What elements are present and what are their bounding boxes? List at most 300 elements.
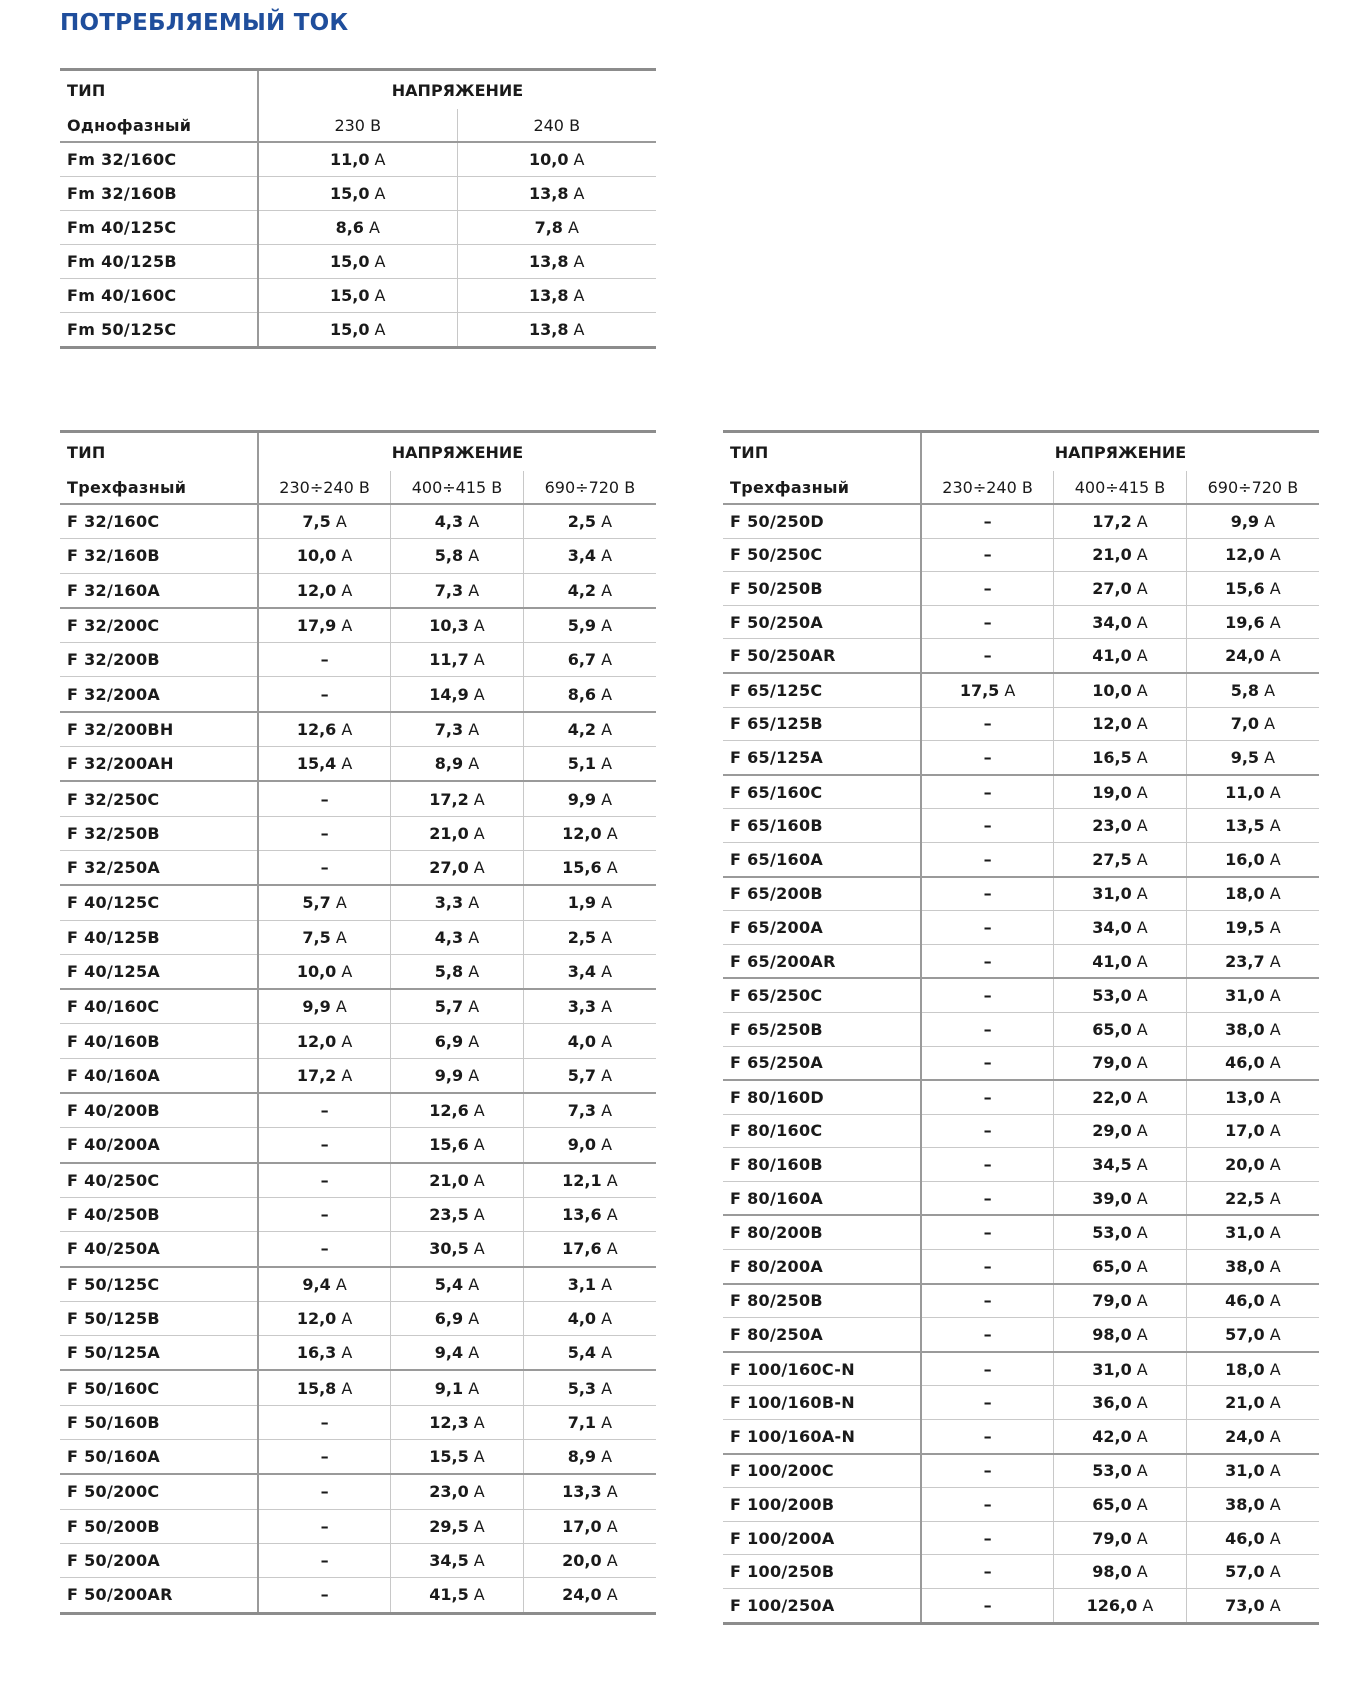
current-value: 13,8 (528, 184, 569, 203)
current-value-cell (258, 989, 391, 1024)
pump-model-cell: F 50/160B (60, 1405, 258, 1439)
current-value: – (983, 511, 992, 531)
current-value: 5,1 (567, 754, 597, 774)
current-value: – (983, 1359, 992, 1379)
current-value-cell (1054, 1420, 1187, 1454)
current-unit: A (1264, 951, 1281, 971)
current-value: 4,2 (567, 719, 597, 739)
current-value-cell (523, 677, 656, 712)
current-value-cell (523, 1370, 656, 1405)
current-value: 18,0 (1225, 1359, 1265, 1379)
current-value-cell (391, 885, 524, 920)
table-row (723, 944, 1319, 978)
current-value-cell (523, 1474, 656, 1509)
current-value-cell (921, 1589, 1054, 1624)
current-value: 13,0 (1225, 1087, 1265, 1107)
pump-model-cell: F 65/250B (723, 1012, 921, 1046)
current-value: – (983, 1393, 992, 1413)
current-value: 9,9 (302, 997, 331, 1017)
table-row (723, 1521, 1319, 1555)
current-unit: A (336, 580, 353, 600)
current-value: – (983, 884, 992, 904)
phase-type-label: Трехфазный (60, 471, 258, 504)
current-value-cell (258, 1301, 391, 1335)
table-subheader-row (60, 471, 656, 504)
current-value: – (983, 951, 992, 971)
current-value-cell (523, 1405, 656, 1439)
current-value-cell (921, 639, 1054, 673)
current-unit: A (596, 650, 613, 670)
table-row (723, 639, 1319, 673)
current-value: 16,0 (1225, 849, 1265, 869)
current-unit: A (468, 1239, 485, 1259)
pump-model-cell: F 50/125A (60, 1336, 258, 1371)
current-value: – (983, 849, 992, 869)
pump-model-cell: F 40/125A (60, 954, 258, 989)
pump-model-cell: F 32/200B (60, 643, 258, 677)
current-value-cell (391, 1163, 524, 1198)
table-row (723, 1352, 1319, 1386)
current-value: 12,6 (296, 719, 337, 739)
current-unit: A (369, 150, 386, 169)
current-unit: A (1131, 1291, 1148, 1311)
current-unit: A (601, 1585, 618, 1605)
current-unit: A (1131, 545, 1148, 565)
current-value-cell (1186, 944, 1319, 978)
current-value-cell (1054, 1352, 1187, 1386)
current-value: 9,9 (567, 789, 597, 809)
current-value: 65,0 (1092, 1495, 1132, 1515)
pump-model-cell: F 40/160C (60, 989, 258, 1024)
current-unit: A (468, 684, 485, 704)
table-row (60, 177, 656, 211)
current-unit: A (1131, 1528, 1148, 1548)
current-value-cell (258, 539, 391, 573)
current-value-cell (1054, 1148, 1187, 1182)
current-value-cell (1186, 538, 1319, 572)
current-value: 19,0 (1092, 782, 1132, 802)
current-value: 57,0 (1225, 1325, 1265, 1345)
table-row (723, 1250, 1319, 1284)
current-value: 21,0 (1092, 545, 1132, 565)
current-unit: A (468, 1516, 485, 1536)
current-unit: A (1131, 1155, 1148, 1175)
current-unit: A (1131, 1562, 1148, 1582)
current-value: 5,7 (567, 1065, 597, 1085)
current-unit: A (1264, 816, 1281, 836)
current-unit: A (1137, 1595, 1154, 1615)
current-unit: A (1131, 1087, 1148, 1107)
current-value: 7,3 (567, 1101, 597, 1121)
table-row (60, 573, 656, 608)
current-value: 2,5 (567, 927, 597, 947)
current-value: – (983, 1188, 992, 1208)
current-unit: A (468, 1482, 485, 1502)
table-row (60, 850, 656, 885)
pump-model-cell: F 50/200B (60, 1509, 258, 1543)
current-value: 16,3 (296, 1343, 337, 1363)
current-unit: A (468, 1205, 485, 1225)
current-unit: A (468, 1170, 485, 1190)
pump-model-cell: F 65/250A (723, 1046, 921, 1080)
current-unit: A (1264, 1426, 1281, 1446)
type-header: ТИП (730, 442, 769, 462)
current-value: 126,0 (1086, 1595, 1138, 1615)
table-row (60, 816, 656, 850)
current-value: – (320, 1585, 329, 1605)
current-value: – (320, 1482, 329, 1502)
current-value-cell (1186, 1488, 1319, 1522)
current-unit: A (568, 150, 585, 169)
current-value: 6,7 (567, 650, 597, 670)
current-value-cell (1054, 1114, 1187, 1148)
current-value-cell (1054, 1215, 1187, 1249)
current-value: 21,0 (1225, 1393, 1265, 1413)
current-value: 13,6 (562, 1205, 602, 1225)
current-unit: A (1264, 1223, 1281, 1243)
current-value-cell (523, 1128, 656, 1163)
current-value-cell (921, 809, 1054, 843)
current-unit: A (363, 218, 380, 237)
table-row (60, 1232, 656, 1267)
pump-model-cell: Fm 40/125C (60, 211, 258, 245)
current-value-cell (921, 944, 1054, 978)
current-value-cell (457, 279, 656, 313)
current-unit: A (1264, 1155, 1281, 1175)
current-value-cell (1054, 1318, 1187, 1352)
current-value-cell (921, 1148, 1054, 1182)
current-value-cell (1054, 741, 1187, 775)
current-unit: A (1131, 782, 1148, 802)
table-row (60, 245, 656, 279)
current-unit: A (601, 1516, 618, 1536)
current-value: 4,2 (567, 580, 597, 600)
current-value-cell (1054, 605, 1187, 639)
current-value-cell (457, 313, 656, 348)
current-value: – (983, 1256, 992, 1276)
current-value: 3,4 (567, 962, 597, 981)
current-value-cell (1054, 944, 1187, 978)
current-unit: A (1264, 578, 1281, 598)
current-value: 17,2 (429, 789, 469, 809)
current-value: 46,0 (1225, 1528, 1265, 1548)
current-value-cell (1186, 1046, 1319, 1080)
table-row (723, 911, 1319, 945)
current-value: 5,8 (1230, 680, 1260, 700)
current-value-cell (523, 1336, 656, 1371)
current-value-cell (523, 539, 656, 573)
current-value-cell (523, 1440, 656, 1475)
pump-model-cell: F 50/125C (60, 1267, 258, 1302)
current-value-cell (391, 1267, 524, 1302)
current-value-cell (258, 920, 391, 954)
pump-model-cell: F 32/200BH (60, 712, 258, 747)
current-value-cell (258, 1370, 391, 1405)
current-unit: A (336, 1308, 353, 1328)
pump-model-cell: F 32/160C (60, 504, 258, 539)
current-value: – (983, 1426, 992, 1446)
current-value-cell (258, 1232, 391, 1267)
current-value-cell (391, 712, 524, 747)
current-value-cell (258, 1578, 391, 1613)
current-value: – (983, 1595, 992, 1615)
current-value: – (983, 578, 992, 598)
current-unit: A (1264, 1053, 1281, 1073)
current-unit: A (1131, 986, 1148, 1006)
type-header: ТИП (67, 80, 106, 100)
current-unit: A (596, 997, 613, 1017)
current-value-cell (258, 279, 457, 313)
current-value-cell (391, 747, 524, 782)
pump-model-cell: F 100/160C-N (723, 1352, 921, 1386)
current-value-cell (1186, 1318, 1319, 1352)
current-value-cell (1054, 1046, 1187, 1080)
current-value-cell (921, 504, 1054, 538)
current-value: – (983, 747, 992, 767)
current-value-cell (1186, 572, 1319, 606)
current-value: 15,0 (329, 184, 370, 203)
current-unit: A (463, 1031, 480, 1051)
current-value: 24,0 (562, 1585, 602, 1605)
pump-model-cell: F 40/160B (60, 1024, 258, 1058)
current-unit: A (1131, 849, 1148, 869)
table-row (60, 313, 656, 348)
current-value: 9,5 (1230, 747, 1260, 767)
voltage-column-header: 400÷415 В (1054, 471, 1187, 504)
current-value: 7,5 (302, 927, 331, 947)
current-value-cell (391, 573, 524, 608)
current-value-cell (391, 643, 524, 677)
current-value: 12,1 (562, 1170, 602, 1190)
current-unit: A (1264, 612, 1281, 632)
current-unit: A (596, 1412, 613, 1432)
current-value-cell (1186, 1114, 1319, 1148)
current-unit: A (1259, 680, 1276, 700)
pump-model-cell: Fm 32/160C (60, 142, 258, 177)
current-value: 22,0 (1092, 1087, 1132, 1107)
table-row (60, 920, 656, 954)
current-value: 42,0 (1092, 1426, 1132, 1446)
current-value: – (983, 714, 992, 734)
current-unit: A (596, 1274, 613, 1294)
current-unit: A (463, 754, 480, 774)
pump-model-cell: F 50/160C (60, 1370, 258, 1405)
current-value-cell (523, 816, 656, 850)
current-value-cell (391, 1474, 524, 1509)
current-value-cell (921, 1284, 1054, 1318)
current-value: 14,9 (429, 684, 469, 704)
current-value-cell (391, 1543, 524, 1577)
pump-model-cell: F 40/250B (60, 1197, 258, 1231)
current-unit: A (336, 1031, 353, 1051)
current-unit: A (1131, 1188, 1148, 1208)
current-unit: A (596, 1065, 613, 1085)
current-value: 5,8 (434, 546, 464, 566)
current-value: 5,9 (567, 616, 597, 636)
pump-model-cell: F 32/250A (60, 850, 258, 885)
current-unit: A (596, 1308, 613, 1328)
current-value-cell (1054, 538, 1187, 572)
current-value-cell (391, 781, 524, 816)
current-value: 13,8 (528, 320, 569, 339)
current-unit: A (596, 1447, 613, 1467)
current-value: 13,8 (528, 252, 569, 271)
current-value: 38,0 (1225, 1256, 1265, 1276)
pump-model-cell: F 50/250A (723, 605, 921, 639)
current-value-cell (921, 673, 1054, 707)
current-value-cell (1054, 1521, 1187, 1555)
current-value-cell (523, 1058, 656, 1093)
pump-model-cell: F 100/200C (723, 1454, 921, 1488)
current-value-cell (391, 1128, 524, 1163)
current-value: 17,0 (1225, 1121, 1265, 1141)
current-value: 21,0 (429, 1170, 469, 1190)
current-unit: A (1264, 1359, 1281, 1379)
current-value-cell (1186, 673, 1319, 707)
current-value: 21,0 (429, 823, 469, 843)
current-value-cell (523, 781, 656, 816)
current-value: 20,0 (562, 1551, 602, 1571)
current-unit: A (1131, 1223, 1148, 1243)
current-unit: A (601, 823, 618, 843)
current-value: 41,5 (429, 1585, 469, 1605)
current-unit: A (596, 512, 613, 532)
current-value: – (320, 789, 329, 809)
current-unit: A (1131, 917, 1148, 937)
table-row (723, 1148, 1319, 1182)
current-unit: A (1131, 816, 1148, 836)
current-value-cell (258, 1440, 391, 1475)
table-row (60, 1370, 656, 1405)
current-value: 7,3 (434, 719, 464, 739)
table-row (723, 1114, 1319, 1148)
current-value-cell (258, 1509, 391, 1543)
current-unit: A (596, 580, 613, 600)
current-value: 15,0 (329, 286, 370, 305)
current-unit: A (1259, 511, 1276, 531)
current-unit: A (330, 1274, 347, 1294)
current-value: 9,9 (434, 1065, 464, 1085)
table-row (723, 978, 1319, 1012)
type-header: ТИП (67, 442, 106, 462)
current-value-cell (258, 816, 391, 850)
current-unit: A (1264, 1291, 1281, 1311)
current-unit: A (468, 823, 485, 843)
pump-model-cell: F 32/200AH (60, 747, 258, 782)
pump-model-cell: Fm 40/125B (60, 245, 258, 279)
current-value: 46,0 (1225, 1291, 1265, 1311)
current-value-cell (258, 142, 457, 177)
current-unit: A (1131, 1053, 1148, 1073)
current-unit: A (1131, 714, 1148, 734)
current-unit: A (1259, 714, 1276, 734)
current-value-cell (523, 573, 656, 608)
current-value-cell (258, 1163, 391, 1198)
pump-model-cell: F 40/160A (60, 1058, 258, 1093)
table-row (60, 712, 656, 747)
current-value: 12,0 (296, 1031, 337, 1051)
current-value-cell (1054, 1589, 1187, 1624)
current-unit: A (1264, 1528, 1281, 1548)
current-value: 15,0 (329, 252, 370, 271)
current-value-cell (1054, 1012, 1187, 1046)
phase-type-label: Трехфазный (723, 471, 921, 504)
current-value: – (320, 650, 329, 670)
current-unit: A (562, 218, 579, 237)
current-value-cell (258, 1543, 391, 1577)
current-value-cell (921, 707, 1054, 741)
table-row (723, 1215, 1319, 1249)
current-unit: A (336, 1343, 353, 1363)
current-value: 8,9 (434, 754, 464, 774)
current-value-cell (523, 989, 656, 1024)
current-value: – (983, 1461, 992, 1481)
current-unit: A (999, 680, 1016, 700)
current-value: – (320, 1101, 329, 1121)
current-value-cell (391, 1093, 524, 1128)
table-row (723, 1284, 1319, 1318)
current-unit: A (463, 719, 480, 739)
current-value-cell (921, 572, 1054, 606)
pump-model-cell: F 40/125B (60, 920, 258, 954)
current-unit: A (1264, 1393, 1281, 1413)
current-value-cell (1054, 775, 1187, 809)
pump-model-cell: F 100/200B (723, 1488, 921, 1522)
pump-model-cell: F 65/125A (723, 741, 921, 775)
current-value: – (983, 1087, 992, 1107)
current-value-cell (921, 978, 1054, 1012)
current-value-cell (258, 747, 391, 782)
current-value: 23,7 (1225, 951, 1265, 971)
current-value-cell (391, 954, 524, 989)
current-unit: A (601, 858, 618, 878)
current-value-cell (457, 245, 656, 279)
current-value-cell (1186, 1215, 1319, 1249)
table-row (60, 989, 656, 1024)
current-value: 23,5 (429, 1205, 469, 1225)
current-unit: A (596, 962, 613, 981)
current-unit: A (601, 1239, 618, 1259)
current-value-cell (1054, 978, 1187, 1012)
current-unit: A (369, 184, 386, 203)
current-unit: A (463, 927, 480, 947)
current-value: 10,0 (528, 150, 569, 169)
current-value-cell (1186, 741, 1319, 775)
current-value-cell (523, 712, 656, 747)
current-unit: A (596, 789, 613, 809)
current-unit: A (596, 684, 613, 704)
current-value: 27,0 (1092, 578, 1132, 598)
current-unit: A (330, 997, 347, 1017)
current-unit: A (1131, 1359, 1148, 1379)
current-value-cell (391, 1405, 524, 1439)
current-value: 9,4 (302, 1274, 331, 1294)
table-row (723, 775, 1319, 809)
current-value-cell (523, 920, 656, 954)
current-value: 7,8 (534, 218, 563, 237)
current-value: 5,8 (434, 962, 464, 981)
pump-model-cell: F 65/200B (723, 877, 921, 911)
current-value-cell (921, 1114, 1054, 1148)
current-value: 5,4 (567, 1343, 597, 1363)
table-row (723, 1555, 1319, 1589)
table-row (723, 1012, 1319, 1046)
current-unit: A (463, 962, 480, 981)
current-value: – (983, 612, 992, 632)
current-value: – (983, 816, 992, 836)
current-value-cell (258, 1024, 391, 1058)
table-row (60, 1024, 656, 1058)
